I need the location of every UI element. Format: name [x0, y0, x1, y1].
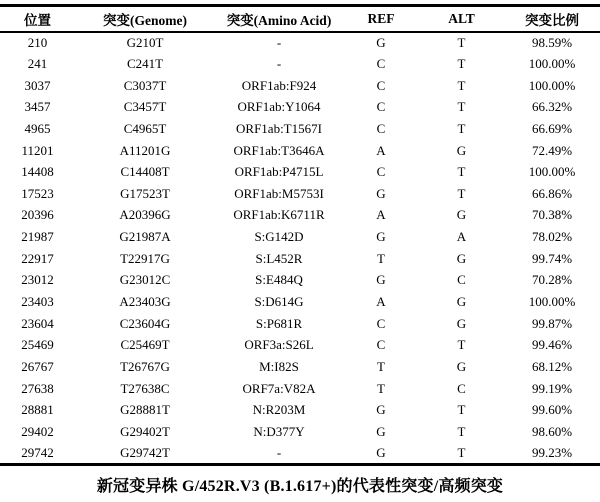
cell-mutation-amino-acid: M:I82S [259, 358, 299, 374]
cell-ref: G [376, 423, 386, 439]
column-header-mutation-ratio: 突变比例 [504, 6, 600, 32]
cell-mutation-amino-acid: ORF1ab:P4715L [234, 164, 324, 180]
cell-position: 27638 [21, 380, 54, 396]
cell-mutation-amino-acid: ORF1ab:F924 [241, 77, 317, 93]
cell-ref: G [376, 444, 386, 460]
column-header-mutation-amino-acid: 突变(Amino Acid) [215, 6, 343, 32]
cell-ref: C [376, 337, 386, 353]
table-row [0, 399, 600, 421]
table-row [0, 53, 600, 75]
cell-position: 25469 [21, 337, 54, 353]
table-row [0, 161, 600, 183]
cell-mutation-genome: C14408T [120, 164, 170, 180]
cell-mutation-amino-acid: N:D377Y [253, 423, 305, 439]
table-row [0, 313, 600, 335]
cell-alt: T [457, 34, 466, 50]
cell-mutation-amino-acid: S:D614G [254, 294, 304, 309]
cell-alt: T [457, 99, 466, 115]
cell-mutation-genome: A11201G [119, 142, 171, 158]
cell-mutation-ratio: 78.02% [531, 229, 573, 245]
cell-mutation-amino-acid: - [276, 55, 282, 71]
cell-mutation-amino-acid: ORF1ab:M5753I [234, 185, 324, 201]
cell-mutation-ratio: 98.60% [531, 423, 573, 439]
table-row [0, 356, 600, 378]
cell-position: 29402 [21, 423, 54, 439]
cell-mutation-amino-acid: ORF1ab:K6711R [233, 207, 325, 223]
cell-ref: C [376, 315, 386, 331]
cell-mutation-genome: T22917G [120, 250, 170, 266]
cell-mutation-genome: A23403G [119, 294, 171, 309]
cell-mutation-amino-acid: ORF1ab:Y1064 [237, 99, 321, 115]
cell-mutation-ratio: 99.74% [531, 250, 573, 266]
cell-alt: A [456, 229, 467, 245]
cell-mutation-ratio: 70.38% [531, 207, 573, 223]
table-row [0, 291, 600, 313]
cell-alt: G [456, 358, 467, 374]
table-row [0, 226, 600, 248]
table-row [0, 96, 600, 118]
cell-ref: C [376, 77, 386, 93]
cell-position: 23012 [21, 272, 54, 288]
cell-mutation-amino-acid: - [276, 34, 282, 50]
cell-ref: T [377, 380, 385, 396]
cell-mutation-amino-acid: N:R203M [252, 402, 306, 418]
table-row [0, 421, 600, 443]
cell-mutation-ratio: 99.46% [531, 337, 573, 353]
cell-mutation-ratio: 99.19% [531, 380, 573, 396]
cell-position: 20396 [21, 207, 54, 223]
cell-ref: C [376, 99, 386, 115]
cell-ref: G [376, 402, 386, 418]
cell-mutation-genome: T27638C [120, 380, 170, 396]
table-caption: 新冠变异株 G/452R.V3 (B.1.617+)的代表性突变/高频突变 [96, 477, 504, 495]
cell-ref: C [376, 164, 386, 180]
cell-alt: T [457, 77, 466, 93]
cell-mutation-amino-acid: S:E484Q [255, 272, 303, 288]
cell-position: 241 [27, 55, 48, 71]
cell-ref: G [376, 34, 386, 50]
cell-position: 3037 [24, 77, 51, 93]
cell-alt: C [457, 272, 466, 288]
cell-position: 22917 [21, 250, 54, 266]
table-row [0, 443, 600, 465]
cell-mutation-ratio: 66.69% [531, 120, 573, 136]
cell-position: 29742 [21, 444, 54, 460]
cell-alt: T [457, 164, 466, 180]
table-row [0, 248, 600, 270]
table-row [0, 334, 600, 356]
cell-mutation-amino-acid: ORF1ab:T3646A [233, 142, 325, 158]
cell-mutation-genome: G210T [126, 34, 164, 50]
cell-mutation-ratio: 100.00% [528, 164, 576, 180]
cell-mutation-genome: C23604G [119, 315, 171, 331]
cell-mutation-ratio: 98.59% [531, 34, 573, 50]
cell-mutation-ratio: 99.23% [531, 444, 573, 460]
cell-mutation-amino-acid: ORF7a:V82A [242, 380, 316, 396]
cell-mutation-ratio: 99.60% [531, 402, 573, 418]
cell-mutation-ratio: 68.12% [531, 358, 573, 374]
header-row [0, 6, 600, 32]
cell-mutation-ratio: 66.86% [531, 185, 573, 201]
cell-ref: A [376, 142, 386, 158]
cell-position: 28881 [21, 402, 54, 418]
column-header-alt: ALT [419, 6, 504, 32]
cell-mutation-ratio: 100.00% [528, 77, 576, 93]
table-row [0, 205, 600, 227]
cell-mutation-genome: G23012C [119, 272, 171, 288]
table-row [0, 118, 600, 140]
cell-position: 11201 [21, 142, 54, 158]
cell-mutation-genome: G28881T [120, 402, 170, 418]
cell-ref: G [376, 272, 386, 288]
cell-position: 3457 [24, 99, 51, 115]
column-header-position: 位置 [0, 6, 75, 32]
cell-position: 14408 [21, 164, 54, 180]
cell-mutation-genome: C3037T [123, 77, 167, 93]
cell-mutation-ratio: 100.00% [528, 294, 576, 309]
column-header-mutation-genome: 突变(Genome) [75, 6, 215, 32]
cell-mutation-amino-acid: S:L452R [255, 250, 303, 266]
cell-mutation-ratio: 66.32% [531, 99, 573, 115]
cell-ref: A [376, 294, 386, 309]
mutation-table [0, 4, 600, 466]
cell-ref: A [376, 207, 386, 223]
cell-ref: C [376, 120, 386, 136]
cell-alt: T [457, 185, 466, 201]
table-row [0, 75, 600, 97]
table-row [0, 140, 600, 162]
cell-mutation-genome: T26767G [120, 358, 170, 374]
cell-alt: T [457, 337, 466, 353]
cell-mutation-ratio: 100.00% [528, 55, 576, 71]
table-row [0, 183, 600, 205]
cell-mutation-genome: C3457T [123, 99, 167, 115]
cell-mutation-genome: G29742T [120, 444, 170, 460]
table-row [0, 270, 600, 292]
cell-ref: G [376, 229, 386, 245]
cell-mutation-ratio: 70.28% [531, 272, 573, 288]
cell-mutation-genome: G29402T [120, 423, 170, 439]
cell-alt: T [457, 423, 466, 439]
cell-alt: T [457, 444, 466, 460]
table-row [0, 32, 600, 54]
cell-ref: C [376, 55, 386, 71]
cell-position: 23403 [21, 294, 54, 309]
cell-mutation-genome: A20396G [119, 207, 171, 223]
cell-position: 210 [27, 34, 48, 50]
cell-mutation-amino-acid: ORF3a:S26L [244, 337, 314, 353]
cell-ref: T [377, 358, 385, 374]
cell-ref: G [376, 185, 386, 201]
cell-position: 21987 [21, 229, 54, 245]
cell-position: 4965 [24, 120, 51, 136]
cell-mutation-amino-acid: S:P681R [255, 315, 303, 331]
cell-mutation-ratio: 72.49% [531, 142, 573, 158]
cell-alt: G [456, 294, 467, 309]
cell-position: 17523 [21, 185, 54, 201]
cell-mutation-genome: C4965T [123, 120, 167, 136]
cell-alt: G [456, 142, 467, 158]
cell-ref: T [377, 250, 385, 266]
cell-alt: T [457, 120, 466, 136]
column-header-ref: REF [343, 6, 419, 32]
cell-alt: G [456, 315, 467, 331]
cell-mutation-amino-acid: S:G142D [254, 229, 304, 245]
table-body [0, 32, 600, 465]
cell-mutation-amino-acid: ORF1ab:T1567I [236, 120, 322, 136]
cell-alt: G [456, 207, 467, 223]
cell-mutation-genome: G21987A [119, 229, 171, 245]
table-row [0, 378, 600, 400]
cell-position: 23604 [21, 315, 54, 331]
cell-mutation-amino-acid: - [276, 444, 282, 460]
cell-alt: G [456, 250, 467, 266]
cell-mutation-genome: C25469T [120, 337, 170, 353]
table-header [0, 6, 600, 32]
cell-alt: T [457, 402, 466, 418]
cell-alt: T [457, 55, 466, 71]
cell-position: 26767 [21, 358, 54, 374]
cell-mutation-ratio: 99.87% [531, 315, 573, 331]
cell-alt: C [457, 380, 466, 396]
cell-mutation-genome: C241T [126, 55, 164, 71]
cell-mutation-genome: G17523T [120, 185, 170, 201]
